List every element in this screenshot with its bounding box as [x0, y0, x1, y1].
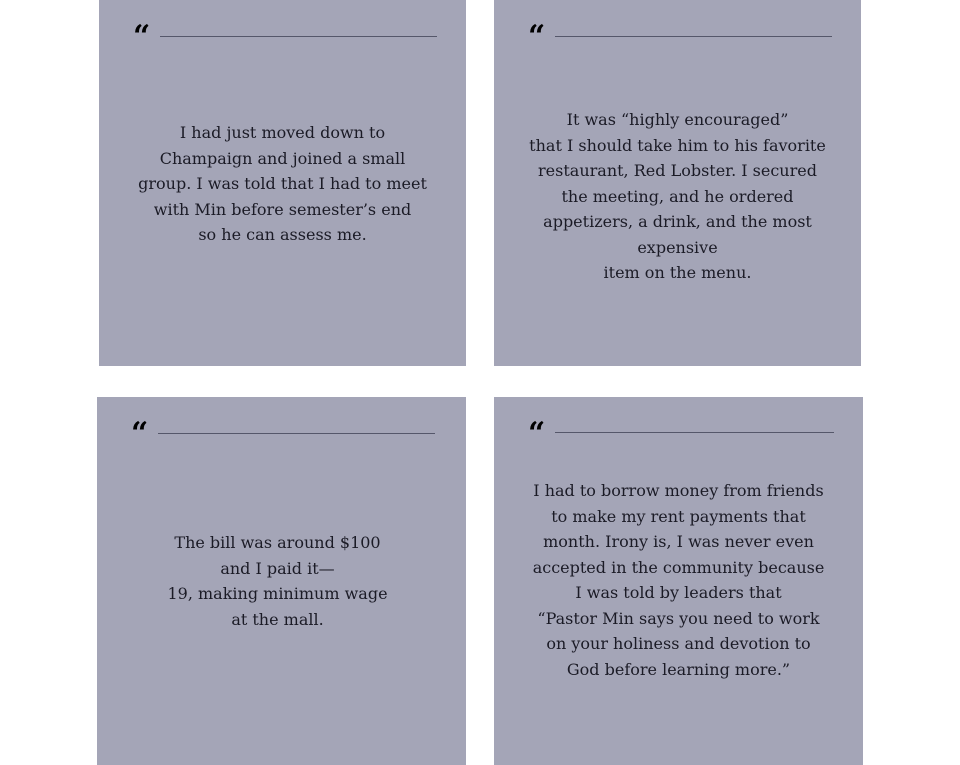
quote-text: I had to borrow money from friends to make my rent payments that month. Irony is, I was never even accepted in the community because I was told by leaders that “Pastor Min says you need to work on your holiness and devotion to God before learning more.”: [532, 481, 825, 679]
quote-card-2: [494, 0, 861, 366]
divider-line: [158, 433, 435, 434]
quote-card-4: [494, 397, 863, 765]
quote-icon: “: [131, 416, 147, 451]
quote-text: The bill was around $100 and I paid it— 19, making minimum wage at the mall.: [167, 533, 388, 629]
divider-line: [555, 432, 834, 433]
quote-text: I had just moved down to Champaign and joined a small group. I was told that I had to meet with Min before semester’s end so he can assess me.: [138, 123, 427, 244]
divider-line: [160, 36, 437, 37]
quote-card-1: [99, 0, 466, 366]
quote-icon: “: [528, 416, 544, 451]
quote-card-3: [97, 397, 466, 765]
quote-text: It was “highly encouraged” that I should take him to his favorite restaurant, Red Lobster. I secured the meeting, and he ordered appetizers, a drink, and the most expensive item on the menu.: [529, 110, 826, 282]
quote-icon: “: [528, 19, 544, 54]
quote-icon: “: [133, 19, 149, 54]
divider-line: [555, 36, 832, 37]
